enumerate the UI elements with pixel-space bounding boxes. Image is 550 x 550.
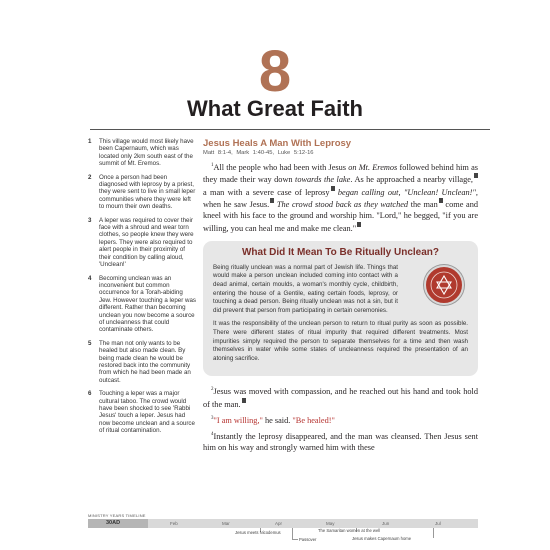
- timeline-connector: [292, 539, 298, 540]
- footnote-marker-icon: [242, 398, 246, 403]
- timeline-month: Jul: [435, 521, 441, 526]
- callout-box: [203, 241, 478, 377]
- note-number: 6: [88, 390, 92, 398]
- passage-paragraph-1: $^1$All the people who had been with Jesus on Mt. Eremos followed behind him as they made their way down towards the lake. As he approached a nearby village, a man with a severe case of leprosy began calling out, "Unclean! Unclean!", when he saw Jesus. The crowd stood back as they watched the man come and kneel with his face to the ground and worship him. "Lord," he begged, "if you are willing, you can heal me and make me clean.": [203, 162, 478, 233]
- verse-number: 1: [211, 163, 214, 168]
- verse-number: 4: [211, 432, 214, 438]
- sidebar-note: [88, 390, 196, 434]
- note-text: Becoming unclean was an inconvenient but common occurrence for a Torah-abiding Jew. However touching a leper was different. Rather than becoming unclean you now become a source of uncleanness that could contaminate others.: [99, 274, 196, 334]
- note-text: Touching a leper was a major cultural taboo. The crowd would have been shocked to see 'Rabbi Jesus' touch a leper. Jesus had now become unclean and a source of ritual contamination.: [99, 390, 195, 435]
- sidebar-note: [88, 275, 196, 334]
- verse-number: 2: [211, 387, 214, 393]
- sidebar-note: [88, 138, 196, 168]
- note-number: 1: [88, 138, 92, 145]
- sidebar-notes: [88, 138, 196, 441]
- note-number: 5: [88, 339, 92, 347]
- timeline-month: May: [326, 521, 335, 526]
- callout-paragraph-1: Being ritually unclean was a normal part of Jewish life. Things that would make a person unclean included coming into contact with a dead animal, certain moulds, a woman's monthly cycle, childbirth, entering the house of a Gentile, eating certain foods, leprosy, or touching a dead person. Being ritually unclean was not a sin, but it did prevent that person from participating in certain ceremonies.: [213, 263, 398, 314]
- verse-number: 3: [211, 415, 214, 421]
- note-number: 3: [88, 216, 92, 224]
- timeline-event: Passover: [299, 537, 317, 542]
- sidebar-note: [88, 174, 196, 211]
- footnote-marker-icon: [331, 186, 335, 191]
- ministry-timeline: [88, 513, 478, 547]
- title-divider: [90, 129, 490, 130]
- timeline-label: MINISTRY YEARS TIMELINE: [88, 513, 146, 518]
- star-of-david-seal-icon: [424, 265, 464, 305]
- passage-paragraph-4: $^4$Instantly the leprosy disappeared, and the man was cleansed. Then Jesus sent him on his way and strongly warned him with these: [203, 431, 478, 453]
- sidebar-note: [88, 340, 196, 384]
- sidebar-note: [88, 217, 196, 269]
- chapter-title: What Great Faith: [186, 96, 363, 121]
- callout-paragraph-2: It was the responsibility of the unclean person to return to ritual purity as soon as possible. There were different states of ritual impurity that required different treatments. Most impurities simply required the person to separate themselves for a time and then wash themselves in water while some states of uncleanness required the presentation of an atoning sacrifice.: [213, 320, 468, 362]
- footnote-marker-icon: [357, 222, 361, 227]
- note-text: A leper was required to cover their face with a shroud and wear torn clothes, so people knew they were lepers. They were also required to alert people in their proximity of their condition by calling aloud, 'Unclean!': [99, 216, 194, 269]
- timeline-month: Feb: [170, 521, 178, 526]
- footnote-marker-icon: [474, 173, 478, 178]
- note-number: 2: [88, 173, 92, 181]
- passage-paragraph-2: $^2$Jesus was moved with compassion, and he reached out his hand and took hold of the man.: [203, 387, 478, 409]
- main-column: [203, 138, 478, 454]
- chapter-number: 8: [258, 39, 292, 104]
- timeline-month: Jun: [382, 521, 390, 526]
- note-text: The man not only wants to be healed but also made clean. By being made clean he would be restored back into the community from which he had been made an outcast.: [99, 339, 191, 384]
- timeline-month: Apr: [275, 521, 283, 526]
- timeline-month: Mar: [222, 521, 230, 526]
- timeline-bar: [88, 519, 478, 528]
- note-text: This village would most likely have been Capernaum, which was located only 2km south east of the summit of Mt. Eremos.: [99, 138, 194, 168]
- section-heading: Jesus Heals A Man With Leprosy: [203, 138, 352, 149]
- note-number: 4: [88, 274, 92, 282]
- passage-paragraph-3: $^3$"I am willing," he said. "Be healed!": [211, 415, 335, 425]
- timeline-tick: [433, 528, 434, 538]
- timeline-event: Jesus meets Nicodemus: [235, 530, 281, 535]
- timeline-event: Jesus makes Capernaum home: [352, 536, 412, 541]
- scripture-references: Matt 8:1-4, Mark 1:40-45, Luke 5:12-16: [203, 150, 314, 156]
- timeline-start-year: 30AD: [88, 519, 148, 528]
- timeline-event: The Samaritan women at the well: [318, 528, 381, 533]
- callout-title: What Did It Mean To Be Ritually Unclean?: [241, 246, 440, 258]
- note-text: Once a person had been diagnosed with leprosy by a priest, they were sent to live in small leper communities where they were left to mourn their own deaths.: [99, 173, 196, 211]
